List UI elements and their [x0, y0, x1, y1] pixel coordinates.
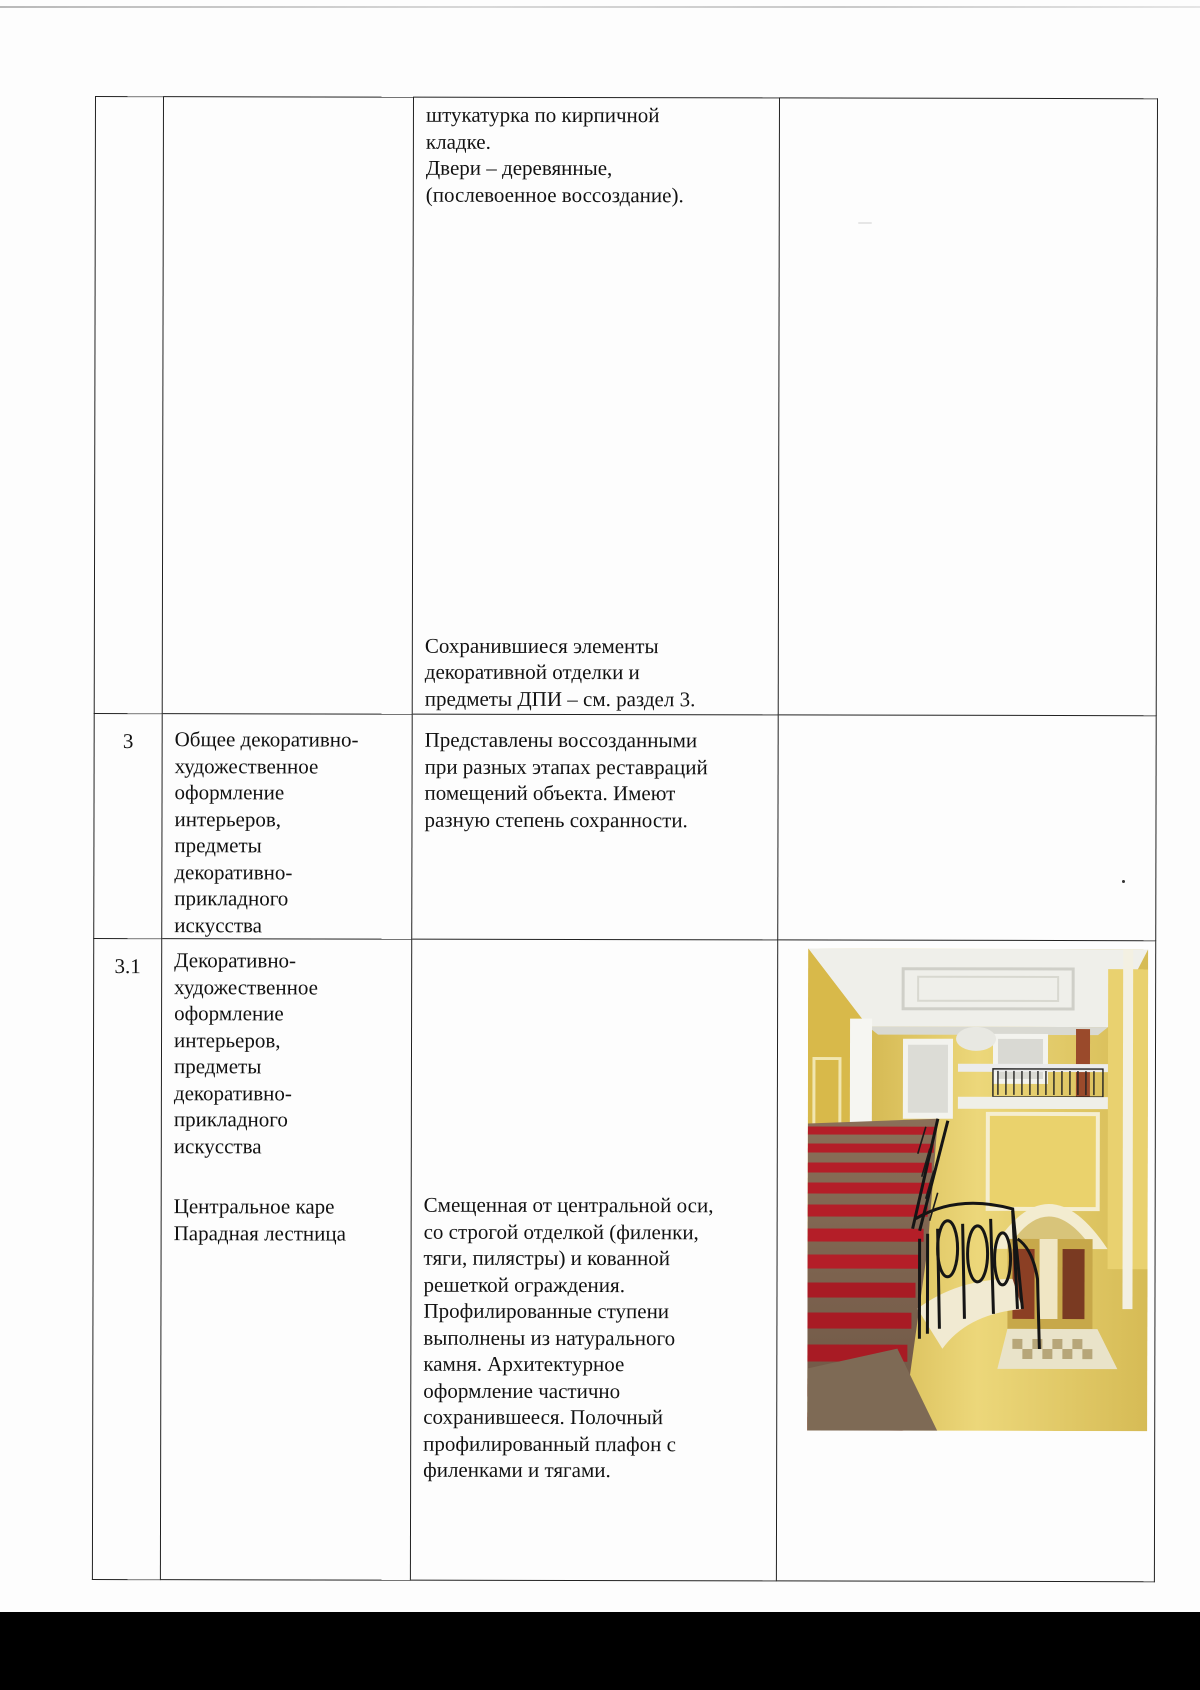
table-row-continuation: [94, 97, 1157, 716]
cell-name: Общее декоративно- художественное оформление интерьеров, предметы декоративно- прикладного искусства: [162, 714, 412, 940]
cell-description: [410, 939, 777, 1581]
scan-edge-line: [0, 6, 1200, 8]
description-text-top: штукатурка по кирпичной кладке. Двери – деревянные, (послевоенное воссоздание).: [425, 102, 684, 207]
checkered-floor: [997, 1329, 1117, 1369]
scan-speck: [1122, 880, 1125, 883]
cell-number: [94, 97, 163, 714]
cell-number: 3: [94, 713, 162, 938]
cell-image: [778, 715, 1156, 941]
cell-image: [776, 940, 1155, 1582]
staircase-photo: [807, 948, 1148, 1431]
item-category: Декоративно- художественное оформление интерьеров, предметы декоративно- прикладного искусства: [173, 948, 318, 1158]
item-description: Смещенная от центральной оси, со строгой отделкой (филенки, тяги, пилястры) и кованной решеткой ограждения. Профилированные ступени выполнены из натурального камня. Архитектурное оформление частично сохранившееся. Полочный профилированный плафон с филенками и тягами.: [423, 1192, 714, 1483]
cell-number: 3.1: [92, 938, 161, 1579]
item-location: Центральное каре Парадная лестница: [173, 1194, 346, 1246]
heritage-table: [92, 96, 1158, 1582]
cell-image: [778, 98, 1157, 716]
scan-speck: [858, 222, 872, 224]
table-row-3: [94, 713, 1156, 940]
table-row-3-1: [92, 938, 1155, 1581]
cell-name: [160, 939, 411, 1581]
description-text-bottom: Сохранившиеся элементы декоративной отделки и предметы ДПИ – см. раздел 3.: [424, 633, 696, 711]
scan-bottom-border: [0, 1612, 1200, 1690]
cell-description: [412, 97, 779, 715]
cell-description: Представлены воссозданными при разных этапах реставраций помещений объекта. Имеют разную степень сохранности.: [412, 714, 778, 940]
cell-name: [162, 97, 413, 715]
